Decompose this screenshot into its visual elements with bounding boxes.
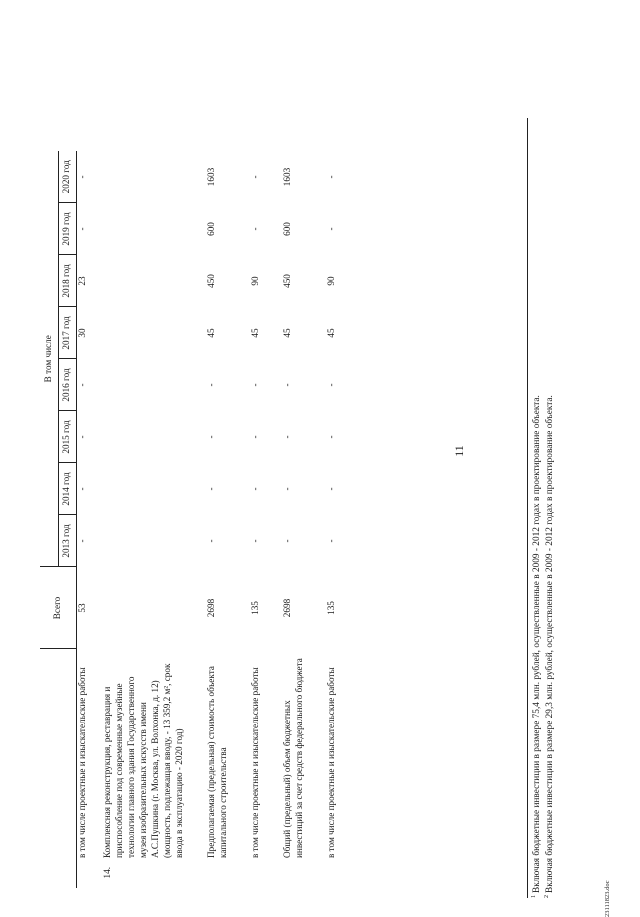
year-value-cell: 45	[250, 328, 261, 338]
row-number	[314, 861, 346, 888]
header-year: 2015 год	[58, 411, 76, 463]
row-total: 135	[250, 601, 261, 615]
header-year: 2019 год	[58, 203, 76, 255]
row-number	[76, 861, 96, 888]
row-number: 14.	[102, 867, 113, 879]
header-total: Всего	[40, 567, 76, 649]
year-value-cell: -	[281, 435, 292, 439]
year-value-cell: -	[325, 227, 336, 231]
year-value-cell: 450	[281, 274, 292, 288]
year-value-cell: -	[76, 175, 87, 179]
page-number: 11	[452, 445, 466, 457]
year-value-cell: 45	[206, 328, 217, 338]
table-row	[194, 151, 238, 888]
year-value-cell: -	[250, 227, 261, 231]
header-year: 2013 год	[58, 515, 76, 567]
year-value-cell: -	[206, 487, 217, 491]
year-value-cell: -	[325, 539, 336, 543]
row-number	[270, 861, 314, 888]
table-row	[96, 151, 194, 888]
year-value-cell: 23	[76, 276, 87, 286]
row-total: 135	[325, 601, 336, 615]
header-year: 2016 год	[58, 359, 76, 411]
year-value-cell: -	[76, 435, 87, 439]
year-value-cell: 1603	[281, 167, 292, 187]
year-value-cell: 90	[250, 276, 261, 286]
year-value-cell: -	[281, 383, 292, 387]
row-number	[194, 861, 238, 888]
year-value-cell	[96, 411, 194, 463]
year-value-cell: -	[250, 487, 261, 491]
row-total	[96, 567, 194, 649]
row-number	[238, 861, 270, 888]
year-value-cell: 1603	[206, 167, 217, 187]
year-value-cell: -	[206, 383, 217, 387]
year-value-cell	[96, 463, 194, 515]
header-year: 2014 год	[58, 463, 76, 515]
year-value-cell: -	[281, 487, 292, 491]
row-description: в том числе проектные и изыскательские работы	[325, 667, 336, 858]
row-total: 2698	[206, 598, 217, 618]
year-value-cell: -	[250, 175, 261, 179]
year-value-cell	[96, 515, 194, 567]
year-value-cell: -	[250, 539, 261, 543]
year-value-cell: 30	[76, 328, 87, 338]
year-value-cell	[96, 307, 194, 359]
footnote-text: Включая бюджетные инвестиции в размере 29,3 млн. рублей, осуществленные в 2009 - 2012 годах в проектирование объекта.	[544, 395, 555, 893]
year-value-cell: 45	[281, 328, 292, 338]
header-subgroup: В том числе	[40, 151, 58, 567]
footnote	[544, 118, 557, 898]
year-value-cell: -	[76, 487, 87, 491]
document-id: 23111823.doc	[604, 880, 611, 917]
footnote-mark: 1	[531, 895, 537, 898]
header-year: 2020 год	[58, 151, 76, 203]
year-value-cell	[96, 203, 194, 255]
year-value-cell	[96, 359, 194, 411]
year-value-cell: 90	[325, 276, 336, 286]
table-body	[76, 151, 346, 888]
year-value-cell: -	[206, 435, 217, 439]
row-description: Комплексная реконструкция, реставрация и приспособление под современные музейные технологии главного здания Государственного музея изобразительных искусств имени А.С.Пушкина (г. Москва, ул. Волхонка, д. 12) (мощность, подлежащая вводу, - 13 359,2 м², срок ввода в эксплуатацию - 2020 год)	[102, 663, 185, 858]
table-row	[270, 151, 314, 888]
year-value-cell: -	[325, 175, 336, 179]
year-value-cell: -	[250, 435, 261, 439]
year-value-cell: -	[250, 383, 261, 387]
footnotes	[527, 118, 556, 898]
year-value-cell: -	[325, 435, 336, 439]
investment-table	[40, 151, 346, 888]
year-value-cell: 600	[281, 222, 292, 236]
row-description: в том числе проектные и изыскательские работы	[250, 667, 261, 858]
year-value-cell	[96, 151, 194, 203]
header-year: 2017 год	[58, 307, 76, 359]
footnote-text: Включая бюджетные инвестиции в размере 75,4 млн. рублей, осуществленные в 2009 - 2012 годах в проектирование объекта.	[532, 395, 543, 893]
year-value-cell: -	[325, 487, 336, 491]
year-value-cell: -	[281, 539, 292, 543]
row-description: в том числе проектные и изыскательские работы	[76, 667, 87, 858]
year-value-cell: 450	[206, 274, 217, 288]
header-blank	[40, 649, 76, 888]
year-value-cell: -	[76, 227, 87, 231]
year-value-cell	[96, 255, 194, 307]
table-row	[76, 151, 96, 888]
year-value-cell: -	[76, 539, 87, 543]
year-value-cell: -	[76, 383, 87, 387]
footnote	[531, 118, 544, 898]
row-description: Предполагаемая (предельная) стоимость объекта капитального строительства	[206, 666, 229, 858]
footnote-mark: 2	[543, 895, 550, 898]
row-total: 53	[76, 603, 87, 613]
year-value-cell: -	[206, 539, 217, 543]
row-total: 2698	[281, 598, 292, 618]
row-description: Общий (предельный) объем бюджетных инвестиций за счет средств федерального бюджета	[281, 658, 304, 858]
table-row	[238, 151, 270, 888]
year-value-cell: 45	[325, 328, 336, 338]
header-year: 2018 год	[58, 255, 76, 307]
table-row	[314, 151, 346, 888]
year-value-cell: -	[325, 383, 336, 387]
year-value-cell: 600	[206, 222, 217, 236]
